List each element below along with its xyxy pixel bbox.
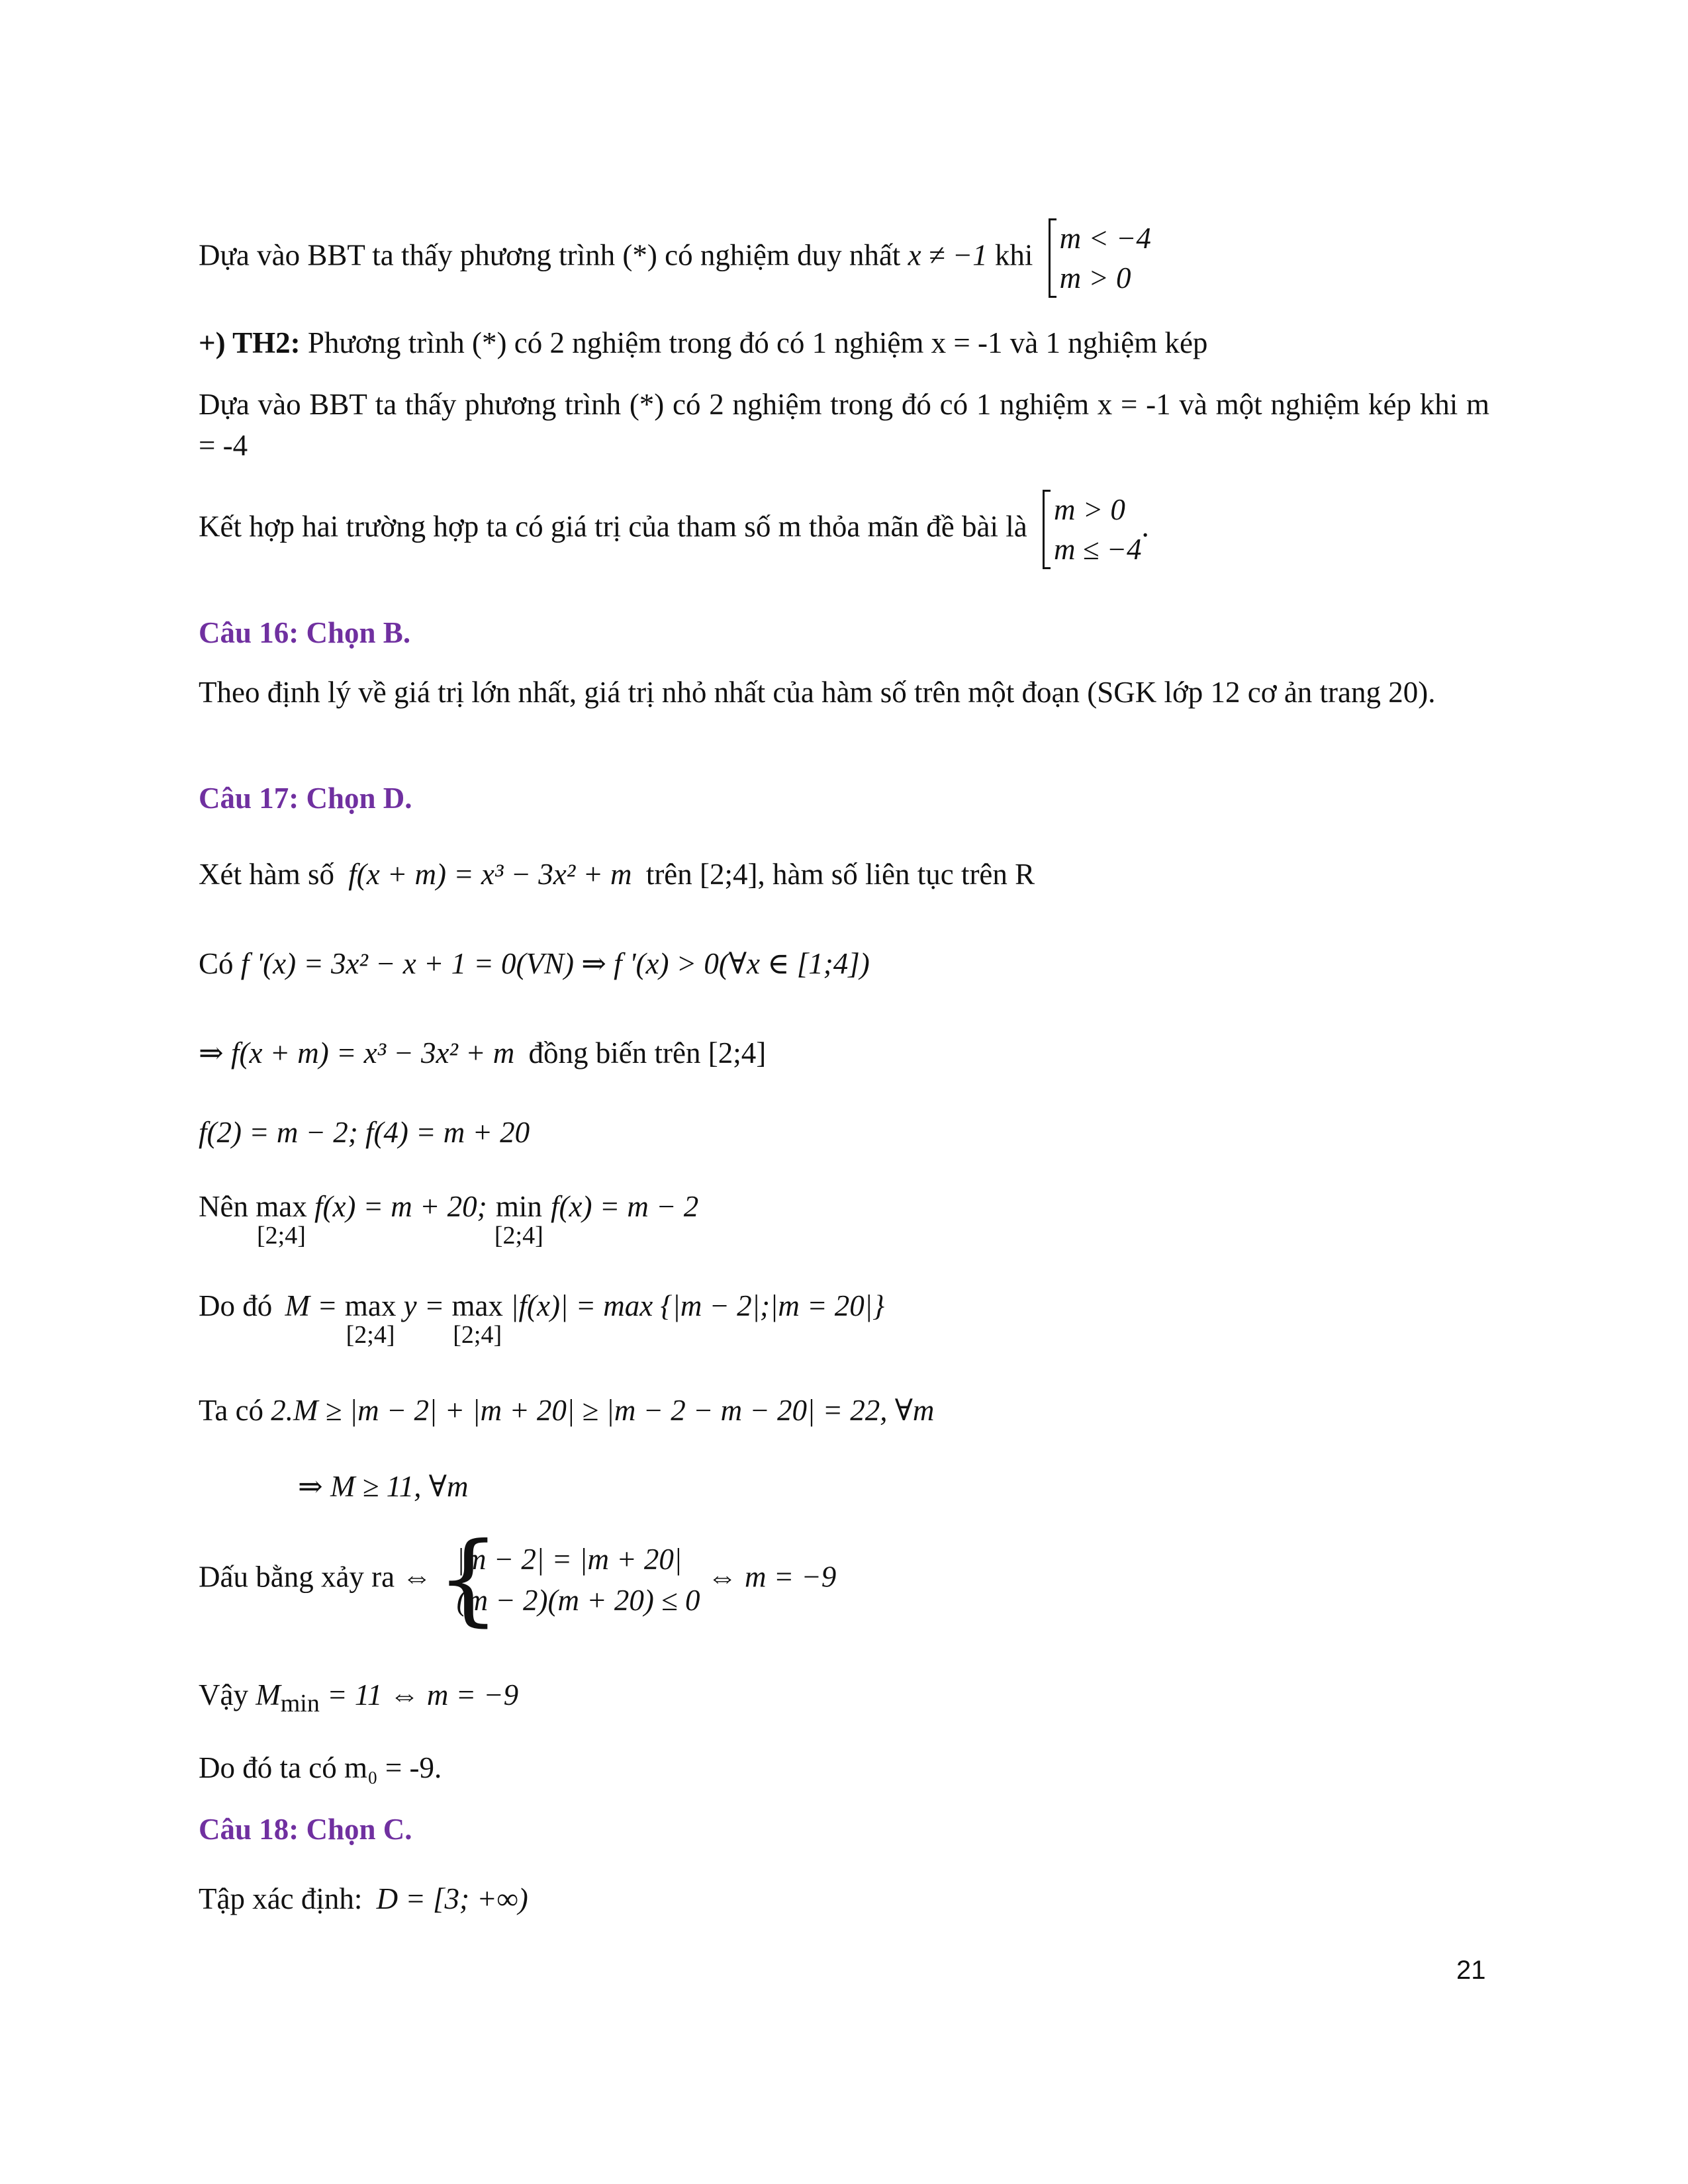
text: Dựa vào BBT ta thấy phương trình (*) có nghiệm duy nhất [199, 238, 901, 272]
line-monotone [199, 1032, 1489, 1073]
line-domain [199, 1878, 1489, 1919]
text: Dấu bằng xảy ra [199, 1560, 395, 1594]
op: max [451, 1289, 503, 1322]
heading-cau-18: Câu 18: Chọn C. [199, 1813, 412, 1846]
math: 2.M ≥ |m − 2| + |m + 20| ≥ |m − 2 − m − 20| = 22, ∀m [271, 1394, 935, 1427]
text: khi [994, 238, 1033, 272]
text: đồng biến trên [2;4] [528, 1036, 767, 1069]
min-operator [494, 1191, 543, 1250]
text: Do đó [199, 1289, 273, 1322]
punct: . [1141, 510, 1149, 543]
case: m > 0 [1053, 493, 1125, 526]
line-max-min [199, 1191, 1489, 1250]
line-derivative [199, 943, 1489, 984]
text: Ta có [199, 1394, 264, 1427]
max-operator [451, 1291, 502, 1349]
max-operator [256, 1191, 306, 1250]
subscript: min [280, 1690, 320, 1717]
text: Theo định lý về giá trị lớn nhất, giá trị nhỏ nhất của hàm số trên một đoạn (SGK lớp 12 cơ ản trang 20). [199, 676, 1436, 709]
math: M [256, 1678, 281, 1711]
heading-cau-16: Câu 16: Chọn B. [199, 616, 411, 649]
text: Phương trình (*) có 2 nghiệm trong đó có 1 nghiệm x = -1 và 1 nghiệm kép [307, 326, 1208, 359]
text: Vậy [199, 1678, 248, 1711]
heading-cau-17: Câu 17: Chọn D. [199, 782, 412, 815]
case: m < −4 [1059, 222, 1151, 255]
math: f(x) = m − 2 [551, 1190, 699, 1223]
text: Có [199, 947, 234, 980]
case-bracket [1043, 490, 1142, 569]
limit: [2;4] [257, 1222, 306, 1250]
line-xet-ham-so [199, 854, 1489, 895]
math: |f(x)| = max {|m − 2|;|m = 20|} [510, 1289, 885, 1322]
page-number: 21 [1456, 1956, 1486, 1985]
case: m > 0 [1059, 261, 1131, 295]
line-inequality [199, 1390, 1489, 1431]
paragraph-cau-16 [199, 672, 1489, 713]
line-do-do-M [199, 1291, 1489, 1349]
line-conclusion-M [199, 1674, 1489, 1724]
label: +) TH2: [199, 326, 301, 359]
text: Kết hợp hai trường hợp ta có giá trị của tham số m thỏa mãn đề bài là [199, 510, 1027, 543]
line-values [199, 1112, 1489, 1153]
line-equality-condition [199, 1522, 1489, 1637]
limit: [2;4] [453, 1321, 502, 1349]
math: f '(x) = 3x² − x + 1 = 0(VN) ⇒ f '(x) > 0(∀x ∈ [1;4]) [240, 947, 870, 980]
math: x ≠ −1 [908, 238, 988, 272]
equation: (m − 2)(m + 20) ≤ 0 [456, 1584, 700, 1617]
math: M = [285, 1289, 338, 1322]
op: min [495, 1190, 542, 1223]
case: m ≤ −4 [1053, 533, 1142, 566]
system-brace [436, 1522, 700, 1637]
text: Do đó ta có m₀ = -9. [199, 1751, 442, 1784]
equation: |m − 2| = |m + 20| [456, 1543, 682, 1576]
line-M-bound [298, 1466, 1589, 1507]
math: ⇔ [402, 1560, 432, 1594]
text: Tập xác định: [199, 1882, 363, 1915]
math: f(2) = m − 2; f(4) = m + 20 [199, 1116, 530, 1149]
text: Xét hàm số [199, 858, 334, 891]
paragraph-th2-conclusion [199, 384, 1489, 466]
math: ⇒ f(x + m) = x³ − 3x² + m [199, 1036, 515, 1069]
math: y = [403, 1289, 445, 1322]
brace-icon: { [436, 1522, 500, 1637]
line-th2 [199, 322, 1489, 363]
text: Nên [199, 1190, 248, 1223]
line-combine [199, 490, 1489, 569]
math: f(x) = m + 20; [314, 1190, 487, 1223]
max-operator [345, 1291, 396, 1349]
limit: [2;4] [346, 1321, 395, 1349]
math: D = [3; +∞) [376, 1882, 528, 1915]
limit: [2;4] [494, 1222, 543, 1250]
line-th1-conclusion [199, 218, 1489, 298]
case-bracket [1049, 218, 1151, 298]
text: trên [2;4], hàm số liên tục trên R [645, 858, 1035, 891]
math: f(x + m) = x³ − 3x² + m [348, 858, 632, 891]
op: max [256, 1190, 307, 1223]
line-m0 [199, 1747, 1489, 1788]
math: ⇒ M ≥ 11, ∀m [298, 1470, 469, 1503]
math: ⇔ m = −9 [707, 1560, 837, 1594]
math: = 11 ⇔ m = −9 [327, 1678, 519, 1711]
op: max [344, 1289, 397, 1322]
text: Dựa vào BBT ta thấy phương trình (*) có 2 nghiệm trong đó có 1 nghiệm x = -1 và một nghiệm kép khi m = -4 [199, 388, 1489, 462]
